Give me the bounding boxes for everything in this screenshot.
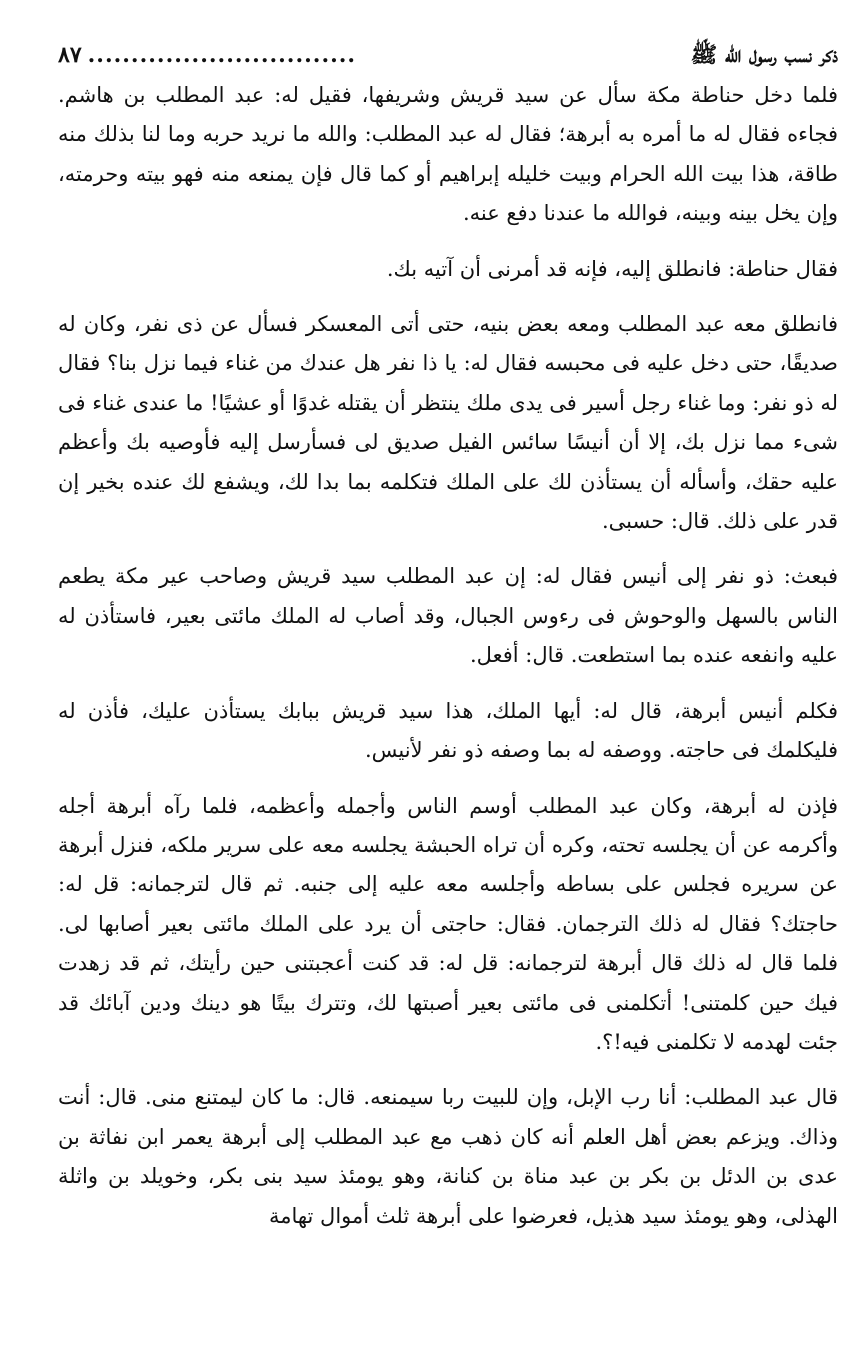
- book-page: [58, 40, 838, 1350]
- running-header: [58, 40, 838, 76]
- page-number: ٨٧: [58, 42, 82, 68]
- paragraph-1: فلما دخل حناطة مكة سأل عن سيد قريش وشريفها، فقيل له: عبد المطلب بن هاشم. فجاءه فقال له ما أمره به أبرهة؛ فقال له عبد المطلب: والله ما نريد حربه وما لنا بذلك منه طاقة، هذا بيت الله الحرام وبيت خليله إبراهيم أو كما قال فإن يمنعه منه فهو بيته وحرمته، وإن يخل بينه وبينه، فوالله ما عندنا دفع عنه.: [58, 83, 838, 226]
- paragraph-5: فكلم أنيس أبرهة، قال له: أيها الملك، هذا سيد قريش ببابك يستأذن عليك، فأذن له فليكلمك فى حاجته. ووصفه له بما وصفه ذو نفر لأنيس.: [58, 698, 838, 763]
- paragraph-4: فبعث: ذو نفر إلى أنيس فقال له: إن عبد المطلب سيد قريش وصاحب عير مكة يطعم الناس بالسهل والوحوش فى رءوس الجبال، وقد أصاب له الملك مائتى بعير، فاستأذن له عليه وانفعه عنده بما استطعت. قال: أفعل.: [58, 564, 838, 668]
- leader-dots: ...............................: [87, 42, 357, 68]
- chapter-title: ذكر نسب رسول الله ﷺ: [690, 42, 838, 68]
- paragraph-3: فانطلق معه عبد المطلب ومعه بعض بنيه، حتى أتى المعسكر فسأل عن ذى نفر، وكان له صديقًا، حتى دخل عليه فى محبسه فقال له: يا ذا نفر هل عندك من غناء فيما نزل بنا؟ فقال له ذو نفر: وما غناء رجل أسير فى يدى ملك ينتظر أن يقتله غدوًا أو عشيًا! ما عندى غناء فى شىء مما نزل بك، إلا أن أنيسًا سائس الفيل صديق لى فسأرسل إليه فأوصيه بك وأعظم عليه حقك، وأسأله أن يستأذن لك على الملك فتكلمه بما بدا لك، ويشفع لك عنده بخير إن قدر على ذلك. قال: حسبى.: [58, 312, 838, 534]
- paragraph-6: فإذن له أبرهة، وكان عبد المطلب أوسم الناس وأجمله وأعظمه، فلما رآه أبرهة أجله وأكرمه عن أن يجلسه تحته، وكره أن تراه الحبشة يجلسه معه على سرير ملكه، فنزل أبرهة عن سريره فجلس على بساطه وأجلسه معه عليه إلى جنبه. ثم قال لترجمانه: قل له: حاجتك؟ فقال له ذلك الترجمان. فقال: حاجتى أن يرد على الملك مائتى بعير أصابها لى. فلما قال له ذلك قال أبرهة لترجمانه: قل له: قد كنت أعجبتنى حين رأيتك، ثم قد زهدت فيك حين كلمتنى! أتكلمنى فى مائتى بعير أصبتها لك، وتترك بيتًا هو دينك ودين آبائك قد جئت لهدمه لا تكلمنى فيه!؟.: [58, 793, 838, 1054]
- paragraph-7: قال عبد المطلب: أنا رب الإبل، وإن للبيت ربا سيمنعه. قال: ما كان ليمتنع منى. قال: أنت وذاك. ويزعم بعض أهل العلم أنه كان ذهب مع عبد المطلب إلى أبرهة يعمر ابن نفاثة بن عدى بن الدئل بن بكر بن عبد مناة بن كنانة، وهو يومئذ سيد بنى بكر، وخويلد بن واثلة الهذلى، وهو يومئذ سيد هذيل، فعرضوا على أبرهة ثلث أموال تهامة: [58, 1085, 838, 1228]
- paragraph-2: فقال حناطة: فانطلق إليه، فإنه قد أمرنى أن آتيه بك.: [386, 256, 838, 281]
